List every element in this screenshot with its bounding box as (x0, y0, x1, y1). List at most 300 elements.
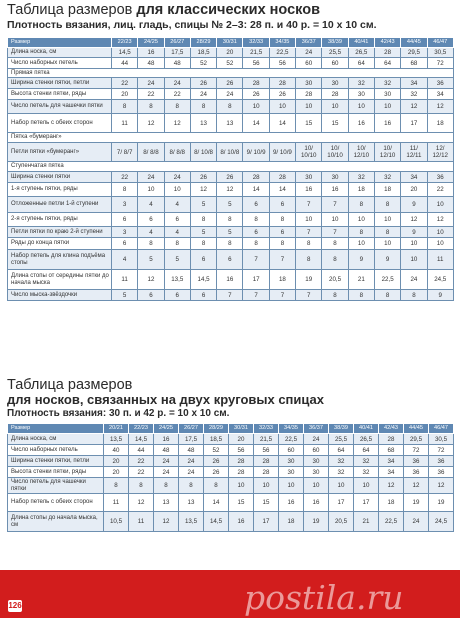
table-cell: 24,5 (429, 512, 454, 532)
table-cell: 8 (190, 100, 216, 114)
table-cell: 4 (164, 227, 190, 238)
row-label: Ряды до конца пятки (8, 238, 112, 250)
table-cell: 30,5 (427, 48, 453, 58)
table-cell: 8 (112, 183, 138, 197)
table-cell: 8/ 10/8 (217, 143, 243, 162)
table-cell: 10 (296, 213, 322, 227)
table-row (8, 213, 454, 227)
row-label: Ширина стенки пятки (8, 172, 112, 183)
table-cell: 8 (129, 478, 154, 494)
table-cell: 13 (190, 114, 216, 133)
table-row (8, 478, 454, 494)
table-cell: 20 (104, 456, 129, 467)
table-cell: 9 (401, 227, 427, 238)
table-cell: 8 (374, 197, 400, 213)
table-cell: 18 (374, 183, 400, 197)
table-cell: 36 (429, 456, 454, 467)
table-cell: 8 (296, 238, 322, 250)
table-cell: 9/ 10/9 (243, 143, 269, 162)
table-cell: 44 (129, 445, 154, 456)
table-cell: 21,5 (254, 434, 279, 445)
row-label: Набор петель с обеих сторон (8, 494, 104, 512)
table-cell: 36 (427, 172, 453, 183)
table-cell: 6 (112, 238, 138, 250)
table-cell: 56 (269, 58, 295, 69)
table-cell: 7 (217, 290, 243, 301)
table-cell: 8 (243, 213, 269, 227)
size-header: 26/27 (164, 38, 190, 48)
table-cell: 32 (348, 172, 374, 183)
table-cell: 30 (279, 456, 304, 467)
size-header: 36/37 (304, 424, 329, 434)
table-cell: 9/ 10/9 (269, 143, 295, 162)
table-cell: 8 (204, 478, 229, 494)
table-cell: 12 (401, 213, 427, 227)
table-cell: 72 (429, 445, 454, 456)
size-header: 22/23 (129, 424, 154, 434)
size-header: 24/25 (154, 424, 179, 434)
size-header: 22/23 (112, 38, 138, 48)
table-row (8, 238, 454, 250)
table-cell: 17 (354, 494, 379, 512)
table-cell: 11 (104, 494, 129, 512)
table-cell: 7 (269, 290, 295, 301)
table-cell: 10 (304, 478, 329, 494)
table-cell: 30 (304, 467, 329, 478)
table-cell: 5 (190, 197, 216, 213)
table-cell: 30 (348, 89, 374, 100)
table-row (8, 143, 454, 162)
table-cell: 10/ 12/10 (348, 143, 374, 162)
table-cell: 14 (269, 114, 295, 133)
table-cell: 22,5 (279, 434, 304, 445)
table1-title: Таблица размеров для классических носков (7, 2, 320, 18)
table-cell: 12 (379, 478, 404, 494)
table-cell: 16 (304, 494, 329, 512)
table1-gauge: Плотность вязания, лиц. гладь, спицы № 2–3: 28 п. и 40 р. = 10 x 10 см. (7, 19, 377, 31)
section-row (8, 133, 454, 143)
table-cell: 4 (138, 197, 164, 213)
table-cell: 7 (296, 290, 322, 301)
table-cell: 10 (243, 100, 269, 114)
table-cell: 9 (348, 250, 374, 270)
table-cell: 29,5 (401, 48, 427, 58)
table-cell: 52 (204, 445, 229, 456)
table-cell: 10 (322, 213, 348, 227)
table-cell: 26 (204, 456, 229, 467)
table-cell: 8 (322, 250, 348, 270)
table-cell: 10 (229, 478, 254, 494)
size-header: 44/45 (404, 424, 429, 434)
table-cell: 6 (269, 197, 295, 213)
table-cell: 16 (322, 183, 348, 197)
table-cell: 14 (243, 183, 269, 197)
table-cell: 22 (427, 183, 453, 197)
table-cell: 30 (322, 78, 348, 89)
table-cell: 8/ 8/8 (138, 143, 164, 162)
table-cell: 20 (401, 183, 427, 197)
table-cell: 48 (164, 58, 190, 69)
table-cell: 64 (348, 58, 374, 69)
table-cell: 13,5 (104, 434, 129, 445)
table-cell: 16 (154, 434, 179, 445)
table-cell: 10 (348, 213, 374, 227)
table-cell: 28 (243, 78, 269, 89)
table-cell: 8/ 8/8 (164, 143, 190, 162)
table-cell: 28 (296, 89, 322, 100)
table-cell: 14 (269, 183, 295, 197)
table-cell: 8 (374, 227, 400, 238)
table-cell: 24 (401, 270, 427, 290)
table-cell: 16 (374, 114, 400, 133)
table-cell: 22 (112, 172, 138, 183)
table-cell: 10 (427, 238, 453, 250)
table-cell: 24 (138, 172, 164, 183)
table-cell: 19 (304, 512, 329, 532)
table-cell: 24 (154, 467, 179, 478)
table-row (8, 48, 454, 58)
table-cell: 32 (374, 172, 400, 183)
table-cell: 6 (164, 290, 190, 301)
table-cell: 8 (217, 100, 243, 114)
table-cell: 6 (138, 290, 164, 301)
size-header: 24/25 (138, 38, 164, 48)
table-cell: 30 (374, 89, 400, 100)
table-cell: 15 (229, 494, 254, 512)
header-label: Размер (8, 424, 104, 434)
table-cell: 52 (217, 58, 243, 69)
table-cell: 32 (354, 467, 379, 478)
table-cell: 36 (404, 456, 429, 467)
table-cell: 28 (374, 48, 400, 58)
table-cell: 14,5 (112, 48, 138, 58)
table-cell: 11 (112, 114, 138, 133)
header-row (8, 424, 454, 434)
row-label: Число петель для чашечки пятки (8, 478, 104, 494)
size-header: 28/29 (190, 38, 216, 48)
section-label: Прямая пятка (8, 69, 454, 78)
table-row (8, 114, 454, 133)
table-cell: 26 (243, 89, 269, 100)
row-label: Длина стопы до начала мыска, см (8, 512, 104, 532)
table-cell: 26 (190, 78, 216, 89)
table-cell: 24 (164, 78, 190, 89)
table-cell: 6 (190, 290, 216, 301)
size-header: 46/47 (429, 424, 454, 434)
table-cell: 28 (243, 172, 269, 183)
table-cell: 10 (401, 250, 427, 270)
table-cell: 68 (379, 445, 404, 456)
table-row (8, 250, 454, 270)
table-cell: 24 (179, 467, 204, 478)
table-cell: 14,5 (190, 270, 216, 290)
row-label: Набор петель для клина подъёма стопы (8, 250, 112, 270)
section-row (8, 69, 454, 78)
section-label: Пятка «бумеранг» (8, 133, 454, 143)
table-cell: 26,5 (348, 48, 374, 58)
table-cell: 68 (401, 58, 427, 69)
table-cell: 34 (427, 89, 453, 100)
table-cell: 10 (401, 238, 427, 250)
table-row (8, 183, 454, 197)
table-cell: 20,5 (322, 270, 348, 290)
table-cell: 8 (138, 238, 164, 250)
table-cell: 12 (401, 100, 427, 114)
table-cell: 8 (138, 100, 164, 114)
row-label: Петли пятки по краю 2-й ступени (8, 227, 112, 238)
table-cell: 5 (164, 250, 190, 270)
table-cell: 22 (129, 467, 154, 478)
table-cell: 16 (138, 48, 164, 58)
table-cell: 24 (404, 512, 429, 532)
table-cell: 15 (296, 114, 322, 133)
row-label: 2-я ступень пятки, ряды (8, 213, 112, 227)
table-cell: 10 (138, 183, 164, 197)
table-cell: 21 (348, 270, 374, 290)
size-header: 40/41 (354, 424, 379, 434)
table-cell: 32 (401, 89, 427, 100)
table-cell: 56 (243, 58, 269, 69)
header-row (8, 38, 454, 48)
table-cell: 60 (296, 58, 322, 69)
row-label: Длина носка, см (8, 434, 104, 445)
table-cell: 24 (154, 456, 179, 467)
size-header: 32/33 (243, 38, 269, 48)
table-cell: 18,5 (190, 48, 216, 58)
table-cell: 24 (164, 172, 190, 183)
table-cell: 18 (279, 512, 304, 532)
size-header: 26/27 (179, 424, 204, 434)
table-cell: 30 (296, 78, 322, 89)
table-cell: 25,5 (322, 48, 348, 58)
table-cell: 40 (104, 445, 129, 456)
table-cell: 7 (322, 227, 348, 238)
table-cell: 9 (401, 197, 427, 213)
table-cell: 32 (329, 456, 354, 467)
row-label: 1-я ступень пятки, ряды (8, 183, 112, 197)
table-row (8, 445, 454, 456)
table-cell: 10 (374, 238, 400, 250)
table-cell: 8 (243, 238, 269, 250)
table-cell: 12 (427, 213, 453, 227)
table-cell: 11/ 12/11 (401, 143, 427, 162)
table-cell: 3 (112, 227, 138, 238)
size-header: 20/21 (104, 424, 129, 434)
table-cell: 5 (138, 250, 164, 270)
table-cell: 36 (427, 78, 453, 89)
table-cell: 15 (322, 114, 348, 133)
table-cell: 22,5 (379, 512, 404, 532)
size-header: 34/35 (269, 38, 295, 48)
table-cell: 34 (401, 172, 427, 183)
table-cell: 28 (269, 172, 295, 183)
table-cell: 10 (427, 197, 453, 213)
table-cell: 26 (217, 78, 243, 89)
table-cell: 8 (269, 213, 295, 227)
table-cell: 8 (164, 100, 190, 114)
table-cell: 30,5 (429, 434, 454, 445)
table-cell: 18 (269, 270, 295, 290)
table-cell: 10 (348, 238, 374, 250)
table-cell: 32 (329, 467, 354, 478)
table-cell: 48 (138, 58, 164, 69)
table-row (8, 100, 454, 114)
table-cell: 7/ 8/7 (112, 143, 138, 162)
table-row (8, 172, 454, 183)
size-header: 44/45 (401, 38, 427, 48)
table-cell: 20 (217, 48, 243, 58)
size-header: 38/39 (329, 424, 354, 434)
table-cell: 19 (404, 494, 429, 512)
table-cell: 22 (164, 89, 190, 100)
table-cell: 8 (217, 238, 243, 250)
table-cell: 6 (243, 197, 269, 213)
row-label: Число наборных петель (8, 58, 112, 69)
table-cell: 5 (217, 197, 243, 213)
table-cell: 26 (217, 172, 243, 183)
classic-socks-size-table (7, 37, 454, 301)
table-cell: 25,5 (329, 434, 354, 445)
table2-title: Таблица размеров (7, 377, 133, 393)
table-cell: 24 (190, 89, 216, 100)
section-label: Ступенчатая пятка (8, 162, 454, 172)
table-cell: 4 (112, 250, 138, 270)
table-cell: 10 (296, 100, 322, 114)
table-cell: 7 (269, 250, 295, 270)
table-cell: 10,5 (104, 512, 129, 532)
table-cell: 17 (254, 512, 279, 532)
page-number: 126 (8, 601, 22, 610)
table-cell: 28 (269, 78, 295, 89)
table-cell: 26,5 (354, 434, 379, 445)
table-cell: 10/ 10/10 (296, 143, 322, 162)
table-cell: 8 (269, 238, 295, 250)
table-cell: 17,5 (164, 48, 190, 58)
table-cell: 13 (179, 494, 204, 512)
table-cell: 8 (104, 478, 129, 494)
table-cell: 22,5 (269, 48, 295, 58)
section-row (8, 162, 454, 172)
table-cell: 10/ 10/10 (322, 143, 348, 162)
row-label: Отложенные петли 1-й ступени (8, 197, 112, 213)
table-cell: 8 (190, 213, 216, 227)
size-header: 36/37 (296, 38, 322, 48)
size-header: 30/31 (229, 424, 254, 434)
size-header: 28/29 (204, 424, 229, 434)
table-cell: 10 (348, 100, 374, 114)
table-cell: 10 (329, 478, 354, 494)
table-row (8, 58, 454, 69)
size-header: 42/43 (374, 38, 400, 48)
table-cell: 5 (190, 227, 216, 238)
table-cell: 4 (138, 227, 164, 238)
table-cell: 21 (354, 512, 379, 532)
table-cell: 9 (374, 250, 400, 270)
table-cell: 18 (348, 183, 374, 197)
row-label: Число мыска-звёздочки (8, 290, 112, 301)
table-cell: 10/ 12/10 (374, 143, 400, 162)
table-row (8, 290, 454, 301)
table-cell: 14,5 (129, 434, 154, 445)
table-cell: 8 (374, 290, 400, 301)
table-cell: 19 (429, 494, 454, 512)
table-cell: 11 (112, 270, 138, 290)
table-cell: 17 (401, 114, 427, 133)
table-cell: 8 (217, 213, 243, 227)
row-label: Длина стопы от середины пятки до начала мыска (8, 270, 112, 290)
table-cell: 24 (296, 48, 322, 58)
table-cell: 17 (243, 270, 269, 290)
table-cell: 52 (190, 58, 216, 69)
watermark: postila.ru (244, 578, 404, 617)
row-label: Высота стенки пятки, ряды (8, 467, 104, 478)
table-cell: 8 (179, 478, 204, 494)
table-cell: 4 (164, 197, 190, 213)
table-cell: 32 (348, 78, 374, 89)
table-cell: 34 (379, 467, 404, 478)
table-cell: 20,5 (329, 512, 354, 532)
table-cell: 14 (243, 114, 269, 133)
table-cell: 8 (348, 197, 374, 213)
table-cell: 8 (322, 238, 348, 250)
table-cell: 16 (296, 183, 322, 197)
table-cell: 20 (229, 434, 254, 445)
table-cell: 12 (129, 494, 154, 512)
size-header: 40/41 (348, 38, 374, 48)
table2-gauge: Плотность вязания: 30 п. и 42 р. = 10 х 10 см. (7, 408, 230, 419)
table-cell: 8 (401, 290, 427, 301)
row-label: Число петель для чашечки пятки (8, 100, 112, 114)
table-cell: 20 (112, 89, 138, 100)
table-cell: 9 (427, 290, 453, 301)
header-label: Размер (8, 38, 112, 48)
table-cell: 60 (279, 445, 304, 456)
table-cell: 32 (354, 456, 379, 467)
table-cell: 13 (217, 114, 243, 133)
table-cell: 20 (104, 467, 129, 478)
table-row (8, 197, 454, 213)
table-cell: 19 (296, 270, 322, 290)
table-cell: 10 (374, 100, 400, 114)
table-row (8, 456, 454, 467)
table-cell: 12 (164, 114, 190, 133)
size-header: 34/35 (279, 424, 304, 434)
table-cell: 17 (329, 494, 354, 512)
table-cell: 18 (379, 494, 404, 512)
table-row (8, 467, 454, 478)
table-cell: 26 (204, 467, 229, 478)
table-cell: 28 (379, 434, 404, 445)
table-cell: 56 (254, 445, 279, 456)
table-cell: 6 (164, 213, 190, 227)
table-cell: 14 (204, 494, 229, 512)
table-cell: 24 (138, 78, 164, 89)
size-header: 46/47 (427, 38, 453, 48)
table-cell: 8 (322, 290, 348, 301)
row-label: Число наборных петель (8, 445, 104, 456)
table-cell: 5 (112, 290, 138, 301)
table-cell: 8 (348, 227, 374, 238)
table-cell: 30 (322, 172, 348, 183)
table-cell: 32 (374, 78, 400, 89)
table-cell: 12 (138, 270, 164, 290)
table-cell: 12 (404, 478, 429, 494)
table-row (8, 270, 454, 290)
table-cell: 12 (154, 512, 179, 532)
table-cell: 26 (190, 172, 216, 183)
table-cell: 6 (190, 250, 216, 270)
table-cell: 13,5 (179, 512, 204, 532)
